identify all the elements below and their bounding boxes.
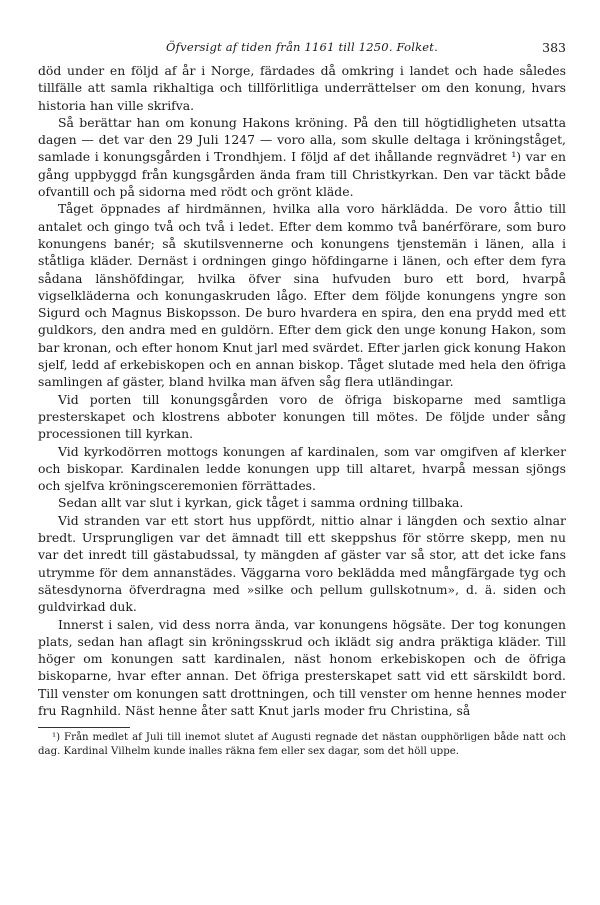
paragraph: Tåget öppnades af hirdmännen, hvilka alla voro härklädda. De voro åttio till antalet och gingo två och två i ledet. Efter dem kommo två banérförare, som buro konungens banér; så skutilsvennerne och konungens tjenstemän i länen, alla i ståtliga kläder. Dernäst i ordningen gingo höfdingarne i länen, och efter dem fyra sådana länshöfdingar, hvilka öfver sina hufvuden buro ett bord, hvarpå vigselkläderna och konungaskruden lågo. Efter dem följde konungens yngre son Sigurd och Magnus Biskopsson. De buro hvardera en spira, den ena prydd med ett guldkors, den andra med en guldörn. Efter dem gick den unge konung Hakon, som bar kronan, och efter honom Knut jarl med svärdet. Efter jarlen gick konung Hakon sjelf, ledd af erkebiskopen och en annan biskop. Tåget slutade med hela den öfriga samlingen af gäster, bland hvilka man äfven såg flera utländingar. <box>38 201 566 390</box>
paragraph: Vid porten till konungsgården voro de öfriga biskoparne med samtliga presterskapet och klostrens abboter konungen till mötes. De följde under sång processionen till kyrkan. <box>38 391 566 442</box>
paragraph: död under en följd af år i Norge, färdades då omkring i landet och hade således tillfälle att samla rikhaltiga och tillförlitliga underrättelser om den konung, hvars historia han ville skrifva. <box>38 63 566 113</box>
paragraph: Så berättar han om konung Hakons kröning. På den till högtidligheten utsatta dagen — det var den 29 Juli 1247 — voro alla, som skulle deltaga i kröningståget, samlade i konungsgården i Trondhjem. I följd af det ihållande regnvädret ¹) var en gång uppbyggd från kungsgården ända fram till Christkyrkan. Den var täckt både ofvantill och på sidorna med rödt och grönt kläde. <box>38 114 566 200</box>
running-title: Öfversigt af tiden från 1161 till 1250. Folket. <box>166 40 438 54</box>
paragraph: Innerst i salen, vid dess norra ända, var konungens högsäte. Der tog konungen plats, sedan han aflagt sin kröningsskrud och iklädt sig andra präktiga kläder. Till höger om konungen satt kardinalen, näst honom erkebiskopen och de öfriga biskoparne, hvar efter annan. Det öfriga presterskapet satt vid ett särskildt bord. Till venster om konungen satt drottningen, och till venster om henne hennes moder fru Ragnhild. Näst henne åter satt Knut jarls moder fru Christina, så <box>38 616 566 718</box>
book-page <box>38 40 566 768</box>
paragraph: Vid stranden var ett stort hus uppfördt, nittio alnar i längden och sextio alnar bredt. Ursprungligen var det ämnadt till ett skeppshus för större skepp, men nu var det inredt till gästabudssal, ty mängden af gäster var så stor, att det icke fans utrymme för dem annanstädes. Väggarna voro beklädda med mångfärgade tyg och sätesdynorna öfverdragna med »silke och pellum gullskotnum», d. ä. siden och guldvirkad duk. <box>38 512 566 615</box>
paragraph: Vid kyrkodörren mottogs konungen af kardinalen, som var omgifven af klerker och biskopar. Kardinalen ledde konungen upp till altaret, hvarpå messan sjöngs och sjelfva kröningsceremonien förrättades. <box>38 443 566 494</box>
running-header <box>38 40 566 62</box>
page-number: 383 <box>542 40 566 55</box>
footnote-divider <box>38 727 130 728</box>
paragraph: Sedan allt var slut i kyrkan, gick tåget i samma ordning tillbaka. <box>58 495 464 511</box>
body-text <box>38 62 566 719</box>
footnote: ¹) Från medlet af Juli till inemot slutet af Augusti regnade det nästan oupphörligen både natt och dag. Kardinal Vilhelm kunde inalles räkna fem eller sex dagar, som det höll uppe. <box>38 732 566 757</box>
